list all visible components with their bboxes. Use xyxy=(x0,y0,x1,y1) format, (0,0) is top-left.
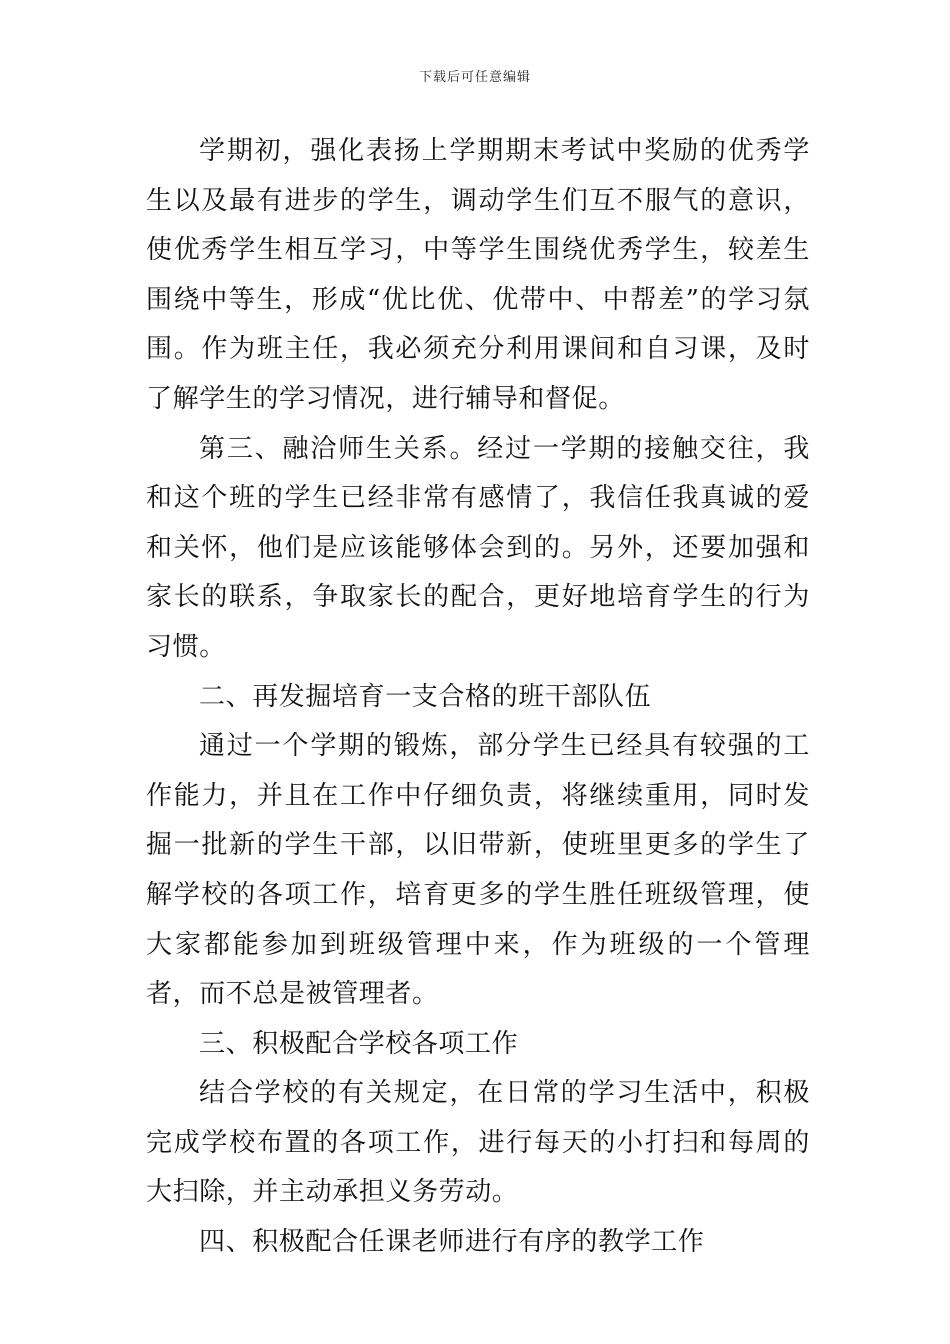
section-heading-4: 四、积极配合任课老师进行有序的教学工作 xyxy=(199,1227,705,1258)
section-heading-2: 二、再发掘培育一支合格的班干部队伍 xyxy=(199,681,652,712)
document-body xyxy=(146,127,810,1268)
paragraph-2: 第三、融洽师生关系。经过一学期的接触交往，我和这个班的学生已经非常有感情了，我信任我真诚的爱和关怀，他们是应该能够体会到的。另外，还要加强和家长的联系，争取家长的配合，更好地培育学生的行为习惯。 xyxy=(146,433,810,662)
section-heading-3: 三、积极配合学校各项工作 xyxy=(199,1028,519,1059)
paragraph-1: 学期初，强化表扬上学期期末考试中奖励的优秀学生以及最有进步的学生，调动学生们互不服气的意识，使优秀学生相互学习，中等学生围绕优秀学生，较差生围绕中等生，形成“优比优、优带中、中帮差”的学习氛围。作为班主任，我必须充分利用课间和自习课，及时了解学生的学习情况，进行辅导和督促。 xyxy=(146,136,810,414)
paragraph-4: 结合学校的有关规定，在日常的学习生活中，积极完成学校布置的各项工作，进行每天的小打扫和每周的大扫除，并主动承担义务劳动。 xyxy=(146,1078,810,1208)
page-header: 下载后可任意编辑 xyxy=(418,70,531,85)
paragraph-3: 通过一个学期的锻炼，部分学生已经具有较强的工作能力，并且在工作中仔细负责，将继续重用，同时发掘一批新的学生干部，以旧带新，使班里更多的学生了解学校的各项工作，培育更多的学生胜任班级管理，使大家都能参加到班级管理中来，作为班级的一个管理者，而不总是被管理者。 xyxy=(146,731,810,1010)
